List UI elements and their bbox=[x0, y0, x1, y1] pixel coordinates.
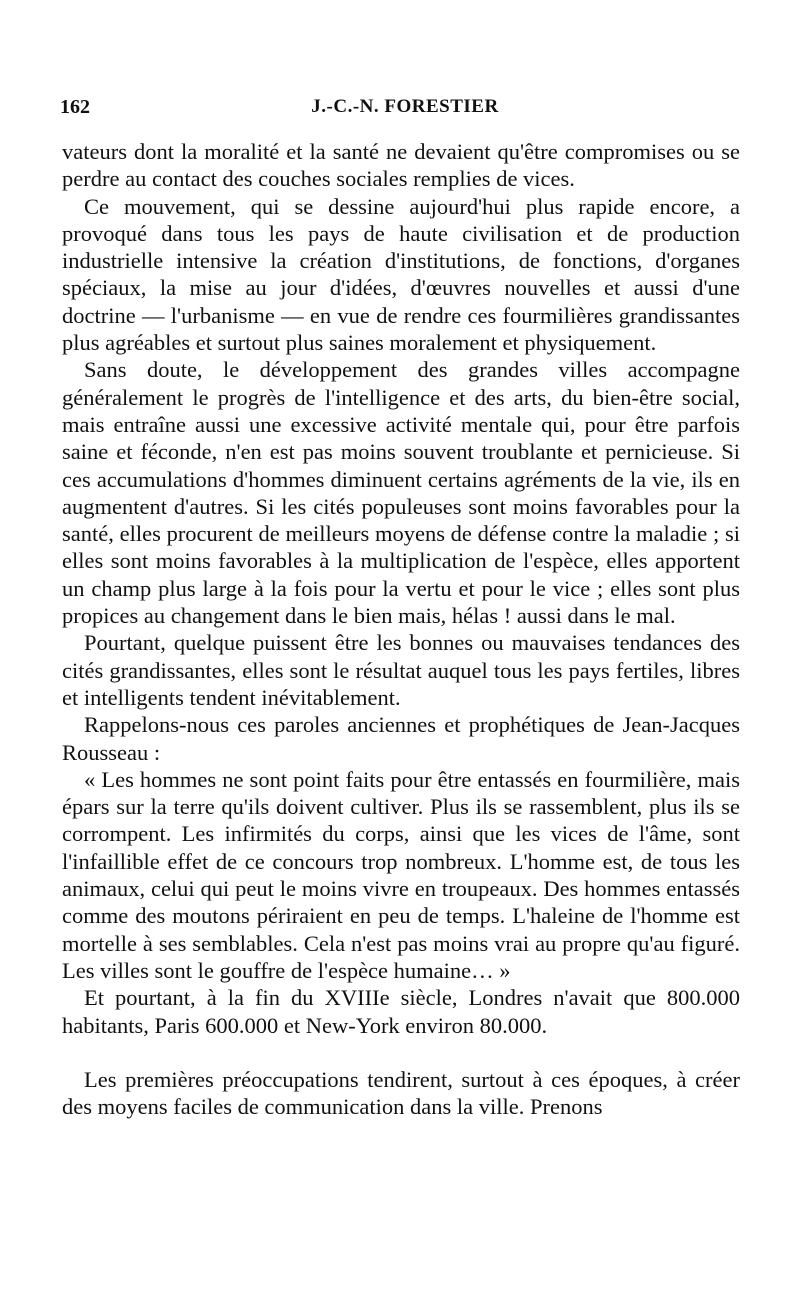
paragraph: Les premières préoccupations tendirent, surtout à ces époques, à créer des moyens faciles de communication dans la ville. Prenons bbox=[62, 1066, 740, 1120]
paragraph: Rappelons-nous ces paroles anciennes et prophétiques de Jean-Jacques Rousseau : bbox=[62, 712, 740, 765]
paragraph-continuation: vateurs dont la moralité et la santé ne devaient qu'être compromises ou se perdre au contact des couches sociales remplies de vices. bbox=[62, 139, 740, 192]
page-header bbox=[60, 96, 750, 122]
paragraph: Et pourtant, à la fin du XVIIIe siècle, Londres n'avait que 800.000 habitants, Paris 600.000 et New-York environ 80.000. bbox=[62, 985, 740, 1038]
body-text bbox=[62, 138, 740, 1120]
paragraph: Ce mouvement, qui se dessine aujourd'hui plus rapide encore, a provoqué dans tous les pays de haute civilisation et de production industrielle intensive la création d'institutions, de fonctions, d'organes spéciaux, la mise au jour d'idées, d'œuvres nouvelles et aussi d'une doctrine — l'urbanisme — en vue de rendre ces fourmilières grandissantes plus agréables et surtout plus saines moralement et physiquement. bbox=[62, 193, 740, 356]
page-number: 162 bbox=[60, 96, 90, 118]
paragraph: Pourtant, quelque puissent être les bonnes ou mauvaises tendances des cités grandissantes, elles sont le résultat auquel tous les pays fertiles, libres et intelligents tendent inévitablement. bbox=[62, 630, 740, 710]
quotation: « Les hommes ne sont point faits pour être entassés en fourmilière, mais épars sur la terre qu'ils doivent cultiver. Plus ils se rassemblent, plus ils se corrompent. Les infirmités du corps, ainsi que les vices de l'âme, sont l'infaillible effet de ce concours trop nombreux. L'homme est, de tous les animaux, celui qui peut le moins vivre en troupeaux. Des hommes entassés comme des moutons périraient en peu de temps. L'haleine de l'homme est mortelle à ses semblables. Cela n'est pas moins vrai au propre qu'au figuré. Les villes sont le gouffre de l'espèce humaine… » bbox=[62, 766, 740, 983]
running-head: J.-C.-N. FORESTIER bbox=[311, 96, 499, 117]
paragraph: Sans doute, le développement des grandes villes accompagne généralement le progrès de l'intelligence et des arts, du bien-être social, mais entraîne aussi une excessive activité mentale qui, pour être parfois saine et féconde, n'en est pas moins souvent troublante et pernicieuse. Si ces accumulations d'hommes diminuent certains agréments de la vie, ils en augmentent d'autres. Si les cités populeuses sont moins favorables pour la santé, elles procurent de meilleurs moyens de défense contre la maladie ; si elles sont moins favorables à la multiplication de l'espèce, elles apportent un champ plus large à la fois pour la vertu et pour le vice ; elles sont plus propices au changement dans le bien mais, hélas ! aussi dans le mal. bbox=[62, 357, 740, 629]
